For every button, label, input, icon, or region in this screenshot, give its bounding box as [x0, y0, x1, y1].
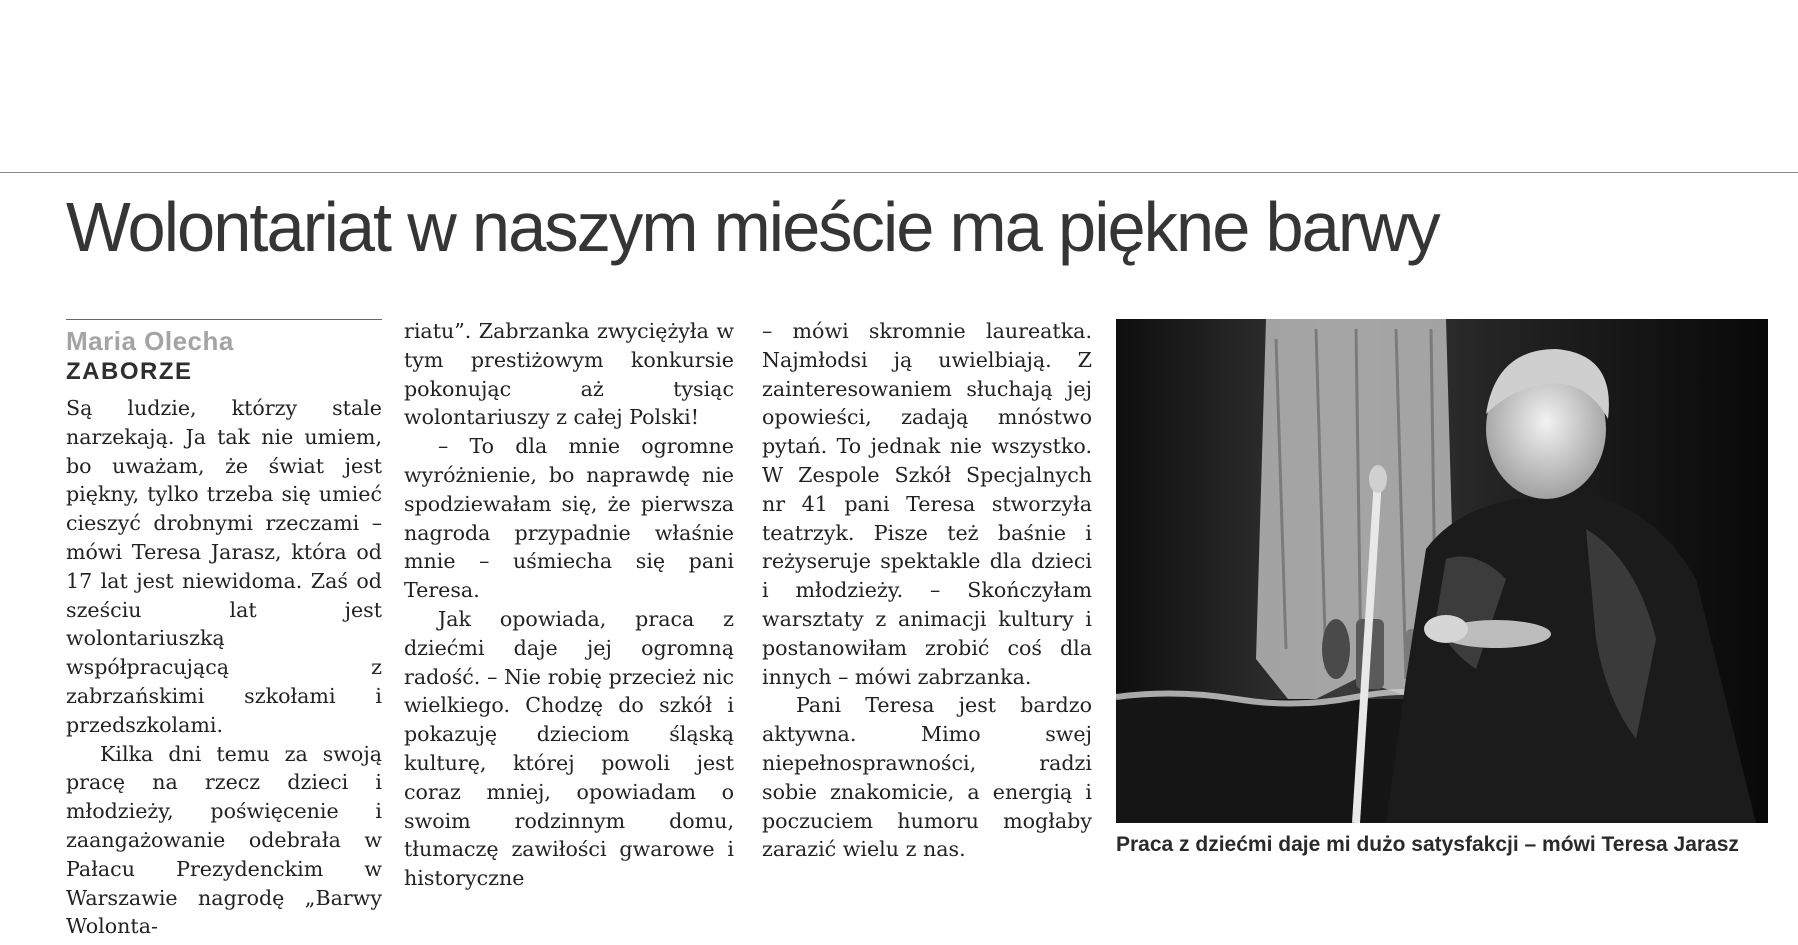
location-label: ZABORZE: [66, 358, 193, 385]
paragraph: – To dla mnie ogromne wyróżnienie, bo naprawdę nie spodziewałam się, że pierwsza nagroda przypadnie właśnie mnie – uśmiecha się pani Teresa.: [404, 434, 734, 603]
paragraph: Kilka dni temu za swoją pracę na rzecz dzieci i młodzieży, poświęcenie i zaangażowanie odebrała w Pałacu Prezydenckim w Warszawie nagrodę „Barwy Wolonta-: [66, 741, 382, 939]
top-rule: [0, 172, 1798, 173]
paragraph: Pani Teresa jest bardzo aktywna. Mimo swej niepełnosprawności, radzi sobie znakomicie, a energią i poczuciem humoru mogłaby zarazić wielu z nas.: [762, 693, 1092, 862]
author-name: Maria Olecha: [66, 326, 234, 356]
paragraph: riatu”. Zabrzanka zwyciężyła w tym prestiżowym konkursie pokonując aż tysiąc wolontariuszy z całej Polski!: [404, 319, 734, 430]
photo-caption: Praca z dziećmi daje mi dużo satysfakcji – mówi Teresa Jarasz: [1116, 833, 1739, 856]
paragraph: Są ludzie, którzy stale narzekają. Ja tak nie umiem, bo uważam, że świat jest piękny, tylko trzeba się umieć cieszyć drobnymi rzeczami – mówi Teresa Jarasz, która od 17 lat jest niewidoma. Zaś od sześciu lat jest wolontariuszką współpracującą z zabrzańskimi szkołami i przedszkolami.: [66, 396, 382, 737]
paragraph: Jak opowiada, praca z dziećmi daje jej ogromną radość. – Nie robię przecież nic wielkiego. Chodzę do szkół i pokazuję dzieciom śląską kulturę, której powoli jest coraz mniej, opowiadam o swoim rodzinnym domu, tłumaczę zawiłości gwarowe i historyczne: [404, 606, 734, 891]
article-photo: [1116, 319, 1768, 823]
paragraph: – mówi skromnie laureatka. Najmłodsi ją uwielbiają. Z zainteresowaniem słuchają jej opowieści, zadają mnóstwo pytań. To jednak nie wszystko. W Zespole Szkół Specjalnych nr 41 pani Teresa stworzyła teatrzyk. Pisze też baśnie i reżyseruje spektakle dla dzieci i młodzieży. – Skończyłam warsztaty z animacji kultury i postanowiłam zrobić coś dla innych – mówi zabrzanka.: [762, 319, 1092, 689]
article-column-3: [762, 317, 1092, 864]
article-column-2: [404, 317, 734, 893]
byline-rule: [66, 319, 382, 320]
photo-woman-with-cane: [1116, 319, 1768, 823]
headline: Wolontariat w naszym mieście ma piękne barwy: [66, 188, 1439, 266]
article-column-1: [66, 394, 382, 941]
